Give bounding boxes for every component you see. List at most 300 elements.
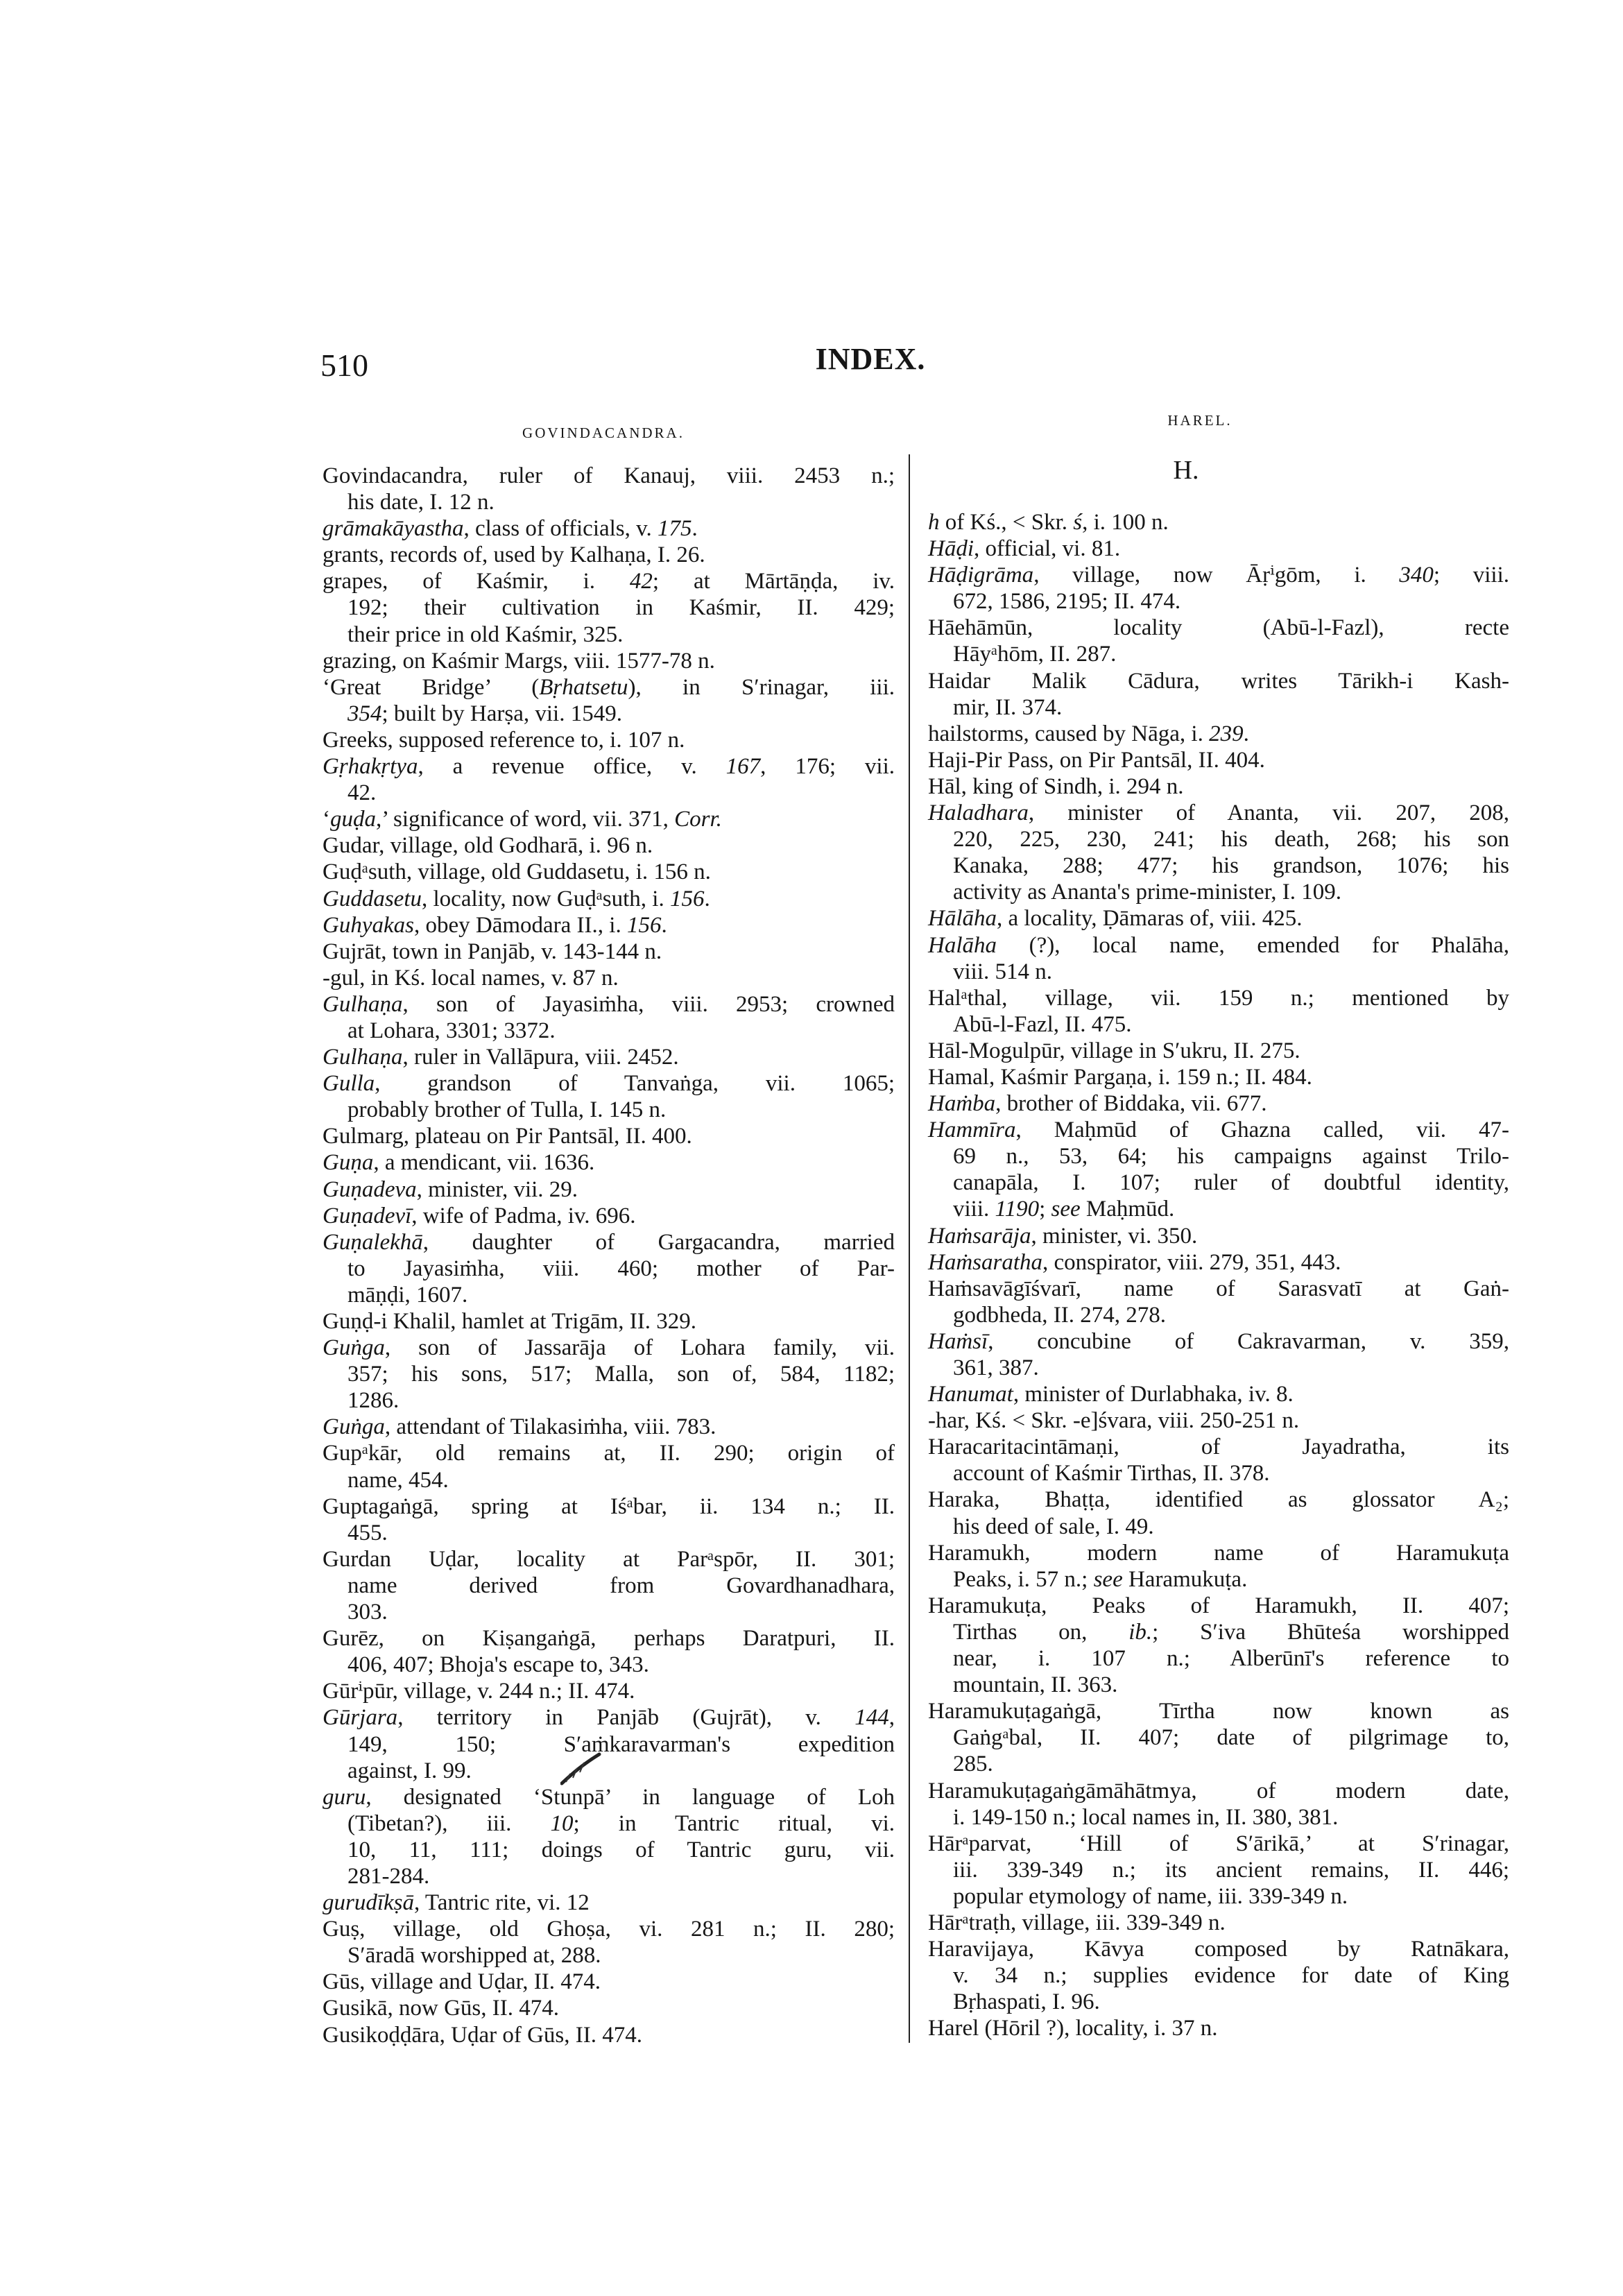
index-entry [928, 562, 1509, 615]
index-entry [323, 1070, 895, 1123]
index-line [928, 773, 1509, 800]
index-line [928, 536, 1509, 562]
text: , wife of Padma, iv. 696. [411, 1203, 636, 1228]
text: , Maḥmūd of Ghazna called, vii. 47- [1015, 1117, 1509, 1143]
text: to Jayasiṁha, viii. 460; mother of Par- [347, 1256, 895, 1281]
italic-text: gurudīkṣā [323, 1890, 414, 1916]
index-entry [323, 2022, 895, 2048]
index-line [928, 1857, 1509, 1883]
index-line [928, 668, 1509, 694]
index-line [928, 1434, 1509, 1460]
text: viii. [953, 1197, 995, 1222]
index-entry [928, 536, 1509, 562]
index-line [323, 1890, 895, 1916]
index-line [928, 1514, 1509, 1540]
index-line [928, 800, 1509, 826]
index-entry [323, 568, 895, 647]
index-entry [323, 515, 895, 542]
index-entry [323, 1176, 895, 1203]
index-entry [928, 509, 1509, 536]
text: Tirthas on, [953, 1619, 1129, 1645]
text: 361, 387. [953, 1355, 1039, 1380]
index-line [323, 1149, 895, 1176]
running-head-right: HAREL. [1167, 412, 1233, 429]
index-line [323, 594, 895, 621]
text: his deed of sale, I. 49. [953, 1514, 1154, 1539]
text: Hārᵃparvat, ‘Hill of S′ārikā,’ at S′rinagar, [928, 1831, 1509, 1856]
index-entry [323, 1493, 895, 1546]
text: name, 454. [347, 1467, 449, 1493]
index-entry [323, 886, 895, 912]
index-line [323, 806, 895, 832]
index-line [323, 1731, 895, 1758]
index-entry [928, 1487, 1509, 1539]
index-entry [323, 648, 895, 674]
text: , son of Jayasiṁha, viii. 2953; crowned [402, 991, 895, 1017]
text: 285. [953, 1751, 993, 1777]
text: Gaṅgᵃbal, II. 407; date of pilgrimage to, [953, 1725, 1509, 1751]
text: Bṛhaspati, I. 96. [953, 1989, 1100, 2015]
italic-text: 156 [626, 912, 662, 938]
text: Guṇḍ-i Khalil, hamlet at Trigām, II. 329. [323, 1309, 696, 1334]
text: i. 149-150 n.; local names in, II. 380, 381. [953, 1804, 1339, 1830]
index-entry [323, 1625, 895, 1678]
italic-text: Haladhara [928, 800, 1029, 826]
index-entry [323, 991, 895, 1044]
index-line [928, 1883, 1509, 1910]
index-entry [323, 727, 895, 753]
index-column-left [323, 463, 895, 2048]
index-entry [323, 1916, 895, 1969]
index-line [323, 648, 895, 674]
index-line [928, 615, 1509, 641]
index-line [928, 1619, 1509, 1645]
text: Gusikā, now Gūs, II. 474. [323, 1996, 559, 2021]
italic-text: 42 [629, 569, 653, 594]
index-entry [928, 773, 1509, 800]
text: popular etymology of name, iii. 339-349 n. [953, 1883, 1348, 1909]
text: mir, II. 374. [953, 694, 1063, 720]
index-line [928, 959, 1509, 985]
index-line [323, 1784, 895, 1810]
text: , [888, 1705, 895, 1731]
index-line [928, 1751, 1509, 1777]
index-line [928, 1249, 1509, 1276]
index-line [928, 694, 1509, 721]
index-line [928, 1302, 1509, 1328]
index-line [323, 1335, 895, 1361]
index-entry [928, 1038, 1509, 1064]
index-entry [928, 1328, 1509, 1381]
index-line [928, 641, 1509, 667]
italic-text: see [1093, 1566, 1123, 1592]
index-line [323, 965, 895, 991]
index-entry [928, 800, 1509, 905]
text: , daughter of Gargacandra, married [422, 1229, 895, 1255]
text: ; [1039, 1197, 1051, 1222]
index-line [323, 780, 895, 806]
index-entry [928, 1249, 1509, 1276]
italic-text: Gulla [323, 1071, 375, 1097]
index-entry [928, 1407, 1509, 1434]
text: Hāehāmūn, locality (Abū-l-Fazl), recte [928, 615, 1509, 641]
text: ‘Great Bridge’ ( [323, 674, 540, 700]
text: 455. [347, 1520, 388, 1545]
text: his date, I. 12 n. [347, 490, 495, 515]
index-line [928, 826, 1509, 853]
index-line [323, 542, 895, 568]
italic-text: 144 [855, 1705, 889, 1731]
italic-text: 340 [1399, 563, 1434, 588]
index-entry [928, 985, 1509, 1038]
italic-text: 175 [658, 516, 692, 542]
text: Haraka, Bhaṭṭa, identified as glossator A₂; [928, 1487, 1509, 1513]
index-line [323, 1520, 895, 1546]
text: Gurēz, on Kiṣangaṅgā, perhaps Daratpuri, II. [323, 1626, 895, 1652]
index-line [928, 1011, 1509, 1038]
index-entry [928, 1381, 1509, 1407]
italic-text: Gulhaṇa [323, 991, 403, 1017]
index-line [928, 1143, 1509, 1170]
text: of Kś., < Skr. [939, 510, 1074, 535]
text: , minister of Ananta, vii. 207, 208, [1028, 800, 1509, 826]
italic-text: 1190 [995, 1197, 1040, 1222]
index-line [928, 562, 1509, 588]
index-line [928, 1117, 1509, 1143]
column-divider [909, 454, 910, 2043]
index-line [928, 1407, 1509, 1434]
index-line [323, 939, 895, 965]
index-line [323, 1176, 895, 1203]
index-line [928, 1090, 1509, 1117]
index-line [928, 985, 1509, 1011]
text: , brother of Biddaka, vii. 677. [995, 1091, 1267, 1117]
text: Hāl, king of Sindh, i. 294 n. [928, 773, 1184, 799]
italic-text: Hāḍi [928, 536, 974, 562]
italic-text: Haṁba [928, 1091, 996, 1117]
text: probably brother of Tulla, I. 145 n. [347, 1097, 667, 1123]
italic-text: Gulhaṇa [323, 1045, 403, 1070]
italic-text: 10 [550, 1810, 574, 1836]
text: Gujrāt, town in Panjāb, v. 143-144 n. [323, 939, 662, 964]
text: , minister of Durlabhaka, iv. 8. [1013, 1382, 1294, 1407]
index-entry [323, 1123, 895, 1149]
index-line [323, 1123, 895, 1149]
index-entry [928, 1434, 1509, 1487]
index-line [323, 1070, 895, 1097]
index-entry [928, 1698, 1509, 1777]
index-line [323, 1256, 895, 1282]
index-entry [928, 668, 1509, 721]
text: 149, 150; S′aṁkaravarman's expedition [347, 1731, 895, 1757]
italic-text: Guṇa [323, 1150, 374, 1176]
index-line [928, 721, 1509, 747]
text: Haṁsavāgīśvarī, name of Sarasvatī at Gaṅ- [928, 1276, 1509, 1301]
index-line [928, 1196, 1509, 1222]
index-line [323, 674, 895, 701]
text: ; at Mārtāṇḍa, iv. [652, 569, 895, 594]
text: Kanaka, 288; 477; his grandson, 1076; his [953, 853, 1509, 879]
text: Haramukh, modern name of Haramukuṭa [928, 1540, 1509, 1566]
italic-text: Guddasetu [323, 886, 422, 911]
text: hailstorms, caused by Nāga, i. [928, 721, 1210, 746]
text: canapāla, I. 107; ruler of doubtful identity, [953, 1170, 1509, 1196]
text: , minister, vi. 350. [1031, 1223, 1198, 1249]
text: grants, records of, used by Kalhaṇa, I. 26. [323, 542, 705, 568]
page-number: 510 [320, 348, 368, 383]
index-line [928, 1698, 1509, 1724]
text: against, I. 99. [347, 1758, 472, 1783]
text: , concubine of Cakravarman, v. 359, [988, 1328, 1509, 1354]
index-line [323, 1969, 895, 1995]
italic-text: ś [1073, 510, 1083, 535]
index-line [928, 1936, 1509, 1962]
text: , ruler in Vallāpura, viii. 2452. [402, 1045, 679, 1070]
index-line [323, 1916, 895, 1942]
index-line [323, 1414, 895, 1440]
text: Haravijaya, Kāvya composed by Ratnākara, [928, 1937, 1509, 1962]
text: , i. 100 n. [1082, 510, 1169, 535]
index-entry [323, 463, 895, 515]
index-entry [323, 1784, 895, 1890]
index-line [323, 1203, 895, 1229]
index-entry [323, 674, 895, 727]
index-line [323, 1625, 895, 1652]
index-line [323, 859, 895, 885]
text: Halᵃthal, village, vii. 159 n.; mentioned by [928, 985, 1509, 1011]
index-line [928, 1381, 1509, 1407]
text: Guptagaṅgā, spring at Iśᵃbar, ii. 134 n.; II. [323, 1493, 895, 1519]
index-line [323, 1229, 895, 1256]
text: , grandson of Tanvaṅga, vii. 1065; [375, 1071, 895, 1097]
italic-text: 156 [669, 886, 705, 911]
text: viii. 514 n. [953, 959, 1053, 984]
index-line [928, 1487, 1509, 1513]
italic-text: Hanumat [928, 1382, 1013, 1407]
index-entry [928, 932, 1509, 985]
index-line [928, 879, 1509, 905]
index-line [323, 1863, 895, 1890]
index-entry [928, 1831, 1509, 1910]
text: , territory in Panjāb (Gujrāt), v. [397, 1705, 855, 1731]
text: iii. 339-349 n.; its ancient remains, II. 446; [953, 1857, 1509, 1883]
index-line [928, 747, 1509, 773]
text: 357; his sons, 517; Malla, son of, 584, 1182; [347, 1362, 895, 1387]
index-line [323, 1837, 895, 1863]
text: , minister, vii. 29. [416, 1176, 578, 1202]
italic-text: Guṇadevī [323, 1203, 412, 1228]
text: v. 34 n.; supplies evidence for date of King [953, 1963, 1509, 1989]
text: ‘ [323, 807, 330, 832]
italic-text: Haṁsarāja [928, 1223, 1031, 1249]
index-line [928, 932, 1509, 959]
index-entry [323, 1704, 895, 1783]
italic-text: guru [323, 1784, 366, 1810]
index-line [323, 463, 895, 489]
italic-text: Haṁsī [928, 1328, 988, 1354]
text: Gusikoḍḍāra, Uḍar of Gūs, II. 474. [323, 2022, 642, 2048]
index-line [928, 1989, 1509, 2015]
index-line [928, 1064, 1509, 1090]
index-entry [928, 905, 1509, 932]
index-entry [323, 832, 895, 859]
text: -har, Kś. < Skr. -e]śvara, viii. 250-251 n. [928, 1408, 1300, 1434]
index-entry [323, 1890, 895, 1916]
index-line [323, 1995, 895, 2021]
index-line [323, 1704, 895, 1731]
index-line [323, 912, 895, 939]
index-line [928, 853, 1509, 879]
text: mountain, II. 363. [953, 1672, 1118, 1698]
index-entry [323, 1969, 895, 1995]
index-entry [928, 1936, 1509, 2015]
index-line [928, 1460, 1509, 1487]
index-entry [928, 1778, 1509, 1831]
index-line [323, 1546, 895, 1573]
index-line [323, 515, 895, 542]
text: . [1243, 721, 1249, 746]
text: (?), local name, emended for Phalāha, [997, 932, 1509, 958]
index-entry [928, 1223, 1509, 1249]
text: grazing, on Kaśmir Margs, viii. 1577-78 n. [323, 648, 715, 674]
index-entry [928, 1593, 1509, 1698]
italic-text: 354 [347, 701, 382, 726]
index-line [928, 1566, 1509, 1593]
index-line [928, 1038, 1509, 1064]
text: Govindacandra, ruler of Kanauj, viii. 2453 n.; [323, 463, 895, 488]
text: , obey Dāmodara II., i. [413, 912, 627, 938]
text: activity as Ananta's prime-minister, I. 109. [953, 880, 1342, 905]
index-line [323, 1810, 895, 1837]
italic-text: Bṛhatsetu [539, 674, 628, 700]
index-entry [928, 721, 1509, 747]
index-line [928, 1593, 1509, 1619]
text: Gudar, village, old Godharā, i. 96 n. [323, 833, 653, 859]
index-entry [928, 1117, 1509, 1222]
page-title: INDEX. [815, 342, 926, 376]
italic-text: see [1051, 1197, 1081, 1222]
text: 220, 225, 230, 241; his death, 268; his son [953, 827, 1509, 853]
index-line [323, 1282, 895, 1308]
italic-text: Corr. [674, 807, 722, 832]
index-line [323, 1652, 895, 1678]
index-line [928, 1355, 1509, 1381]
text: , class of officials, v. [463, 516, 658, 542]
text: Abū-l-Fazl, II. 475. [953, 1011, 1132, 1037]
index-line [323, 1044, 895, 1070]
running-head-left: GOVINDACANDRA. [522, 425, 685, 441]
italic-text: Halāha [928, 932, 997, 958]
italic-text: Guṅga [323, 1335, 385, 1361]
text: ; in Tantric ritual, vi. [573, 1810, 895, 1836]
section-letter-heading: H. [1173, 456, 1199, 485]
index-entry [323, 1229, 895, 1308]
index-line [323, 1573, 895, 1599]
text: Guṣ, village, old Ghoṣa, vi. 281 n.; II. 280; [323, 1917, 895, 1942]
index-line [928, 509, 1509, 536]
index-entry [323, 1995, 895, 2021]
index-entry [323, 1678, 895, 1704]
index-entry [928, 747, 1509, 773]
text: , a mendicant, vii. 1636. [373, 1150, 595, 1176]
index-line [928, 2015, 1509, 2041]
text: , attendant of Tilakasiṁha, viii. 783. [384, 1414, 716, 1440]
text: grapes, of Kaśmir, i. [323, 569, 630, 594]
text: Hāl-Mogulpūr, village in S′ukru, II. 275. [928, 1038, 1300, 1063]
index-line [323, 568, 895, 594]
text: near, i. 107 n.; Alberūnī's reference to [953, 1646, 1509, 1672]
text: Guḍᵃsuth, village, old Guddasetu, i. 156 n. [323, 859, 711, 885]
text: Maḥmūd. [1080, 1197, 1175, 1222]
index-entry [323, 1414, 895, 1440]
index-entry [323, 1149, 895, 1176]
text: Haracaritacintāmaṇi, of Jayadratha, its [928, 1434, 1509, 1460]
text: , locality, now Guḍᵃsuth, i. [422, 886, 670, 911]
text: , a revenue office, v. [418, 754, 726, 780]
text: account of Kaśmir Tirthas, II. 378. [953, 1461, 1270, 1487]
index-line [928, 1645, 1509, 1672]
text: , son of Jassarāja of Lohara family, vii. [384, 1335, 895, 1361]
text: māṇḍi, 1607. [347, 1282, 468, 1308]
index-column-right [928, 509, 1509, 2041]
text: ), in S′rinagar, iii. [628, 674, 895, 700]
index-line [323, 489, 895, 515]
index-line [928, 1672, 1509, 1698]
index-line [323, 1758, 895, 1784]
text: -gul, in Kś. local names, v. 87 n. [323, 965, 619, 991]
text: , a locality, Ḍāmaras of, viii. 425. [997, 906, 1303, 932]
text: Gūrⁱpūr, village, v. 244 n.; II. 474. [323, 1679, 635, 1704]
italic-text: guḍa [330, 807, 376, 832]
italic-text: Guhyakas [323, 912, 414, 938]
index-line [323, 1599, 895, 1625]
index-entry [928, 1540, 1509, 1593]
text: ; viii. [1433, 563, 1509, 588]
index-line [928, 1910, 1509, 1936]
index-entry [323, 859, 895, 885]
text: . [704, 886, 710, 911]
text: 1286. [347, 1388, 400, 1414]
text: S′āradā worshipped at, 288. [347, 1943, 601, 1969]
index-line [323, 886, 895, 912]
text: 192; their cultivation in Kaśmir, II. 429; [347, 595, 895, 621]
text: 406, 407; Bhoja's escape to, 343. [347, 1652, 649, 1678]
index-line [928, 1804, 1509, 1831]
text: godbheda, II. 274, 278. [953, 1302, 1167, 1328]
text: , Tantric rite, vi. 12 [414, 1890, 590, 1916]
italic-text: 239 [1209, 721, 1244, 746]
text: ; built by Harṣa, vii. 1549. [381, 701, 622, 726]
index-entry [323, 965, 895, 991]
text: Gurdan Uḍar, locality at Parᵃspōr, II. 301; [323, 1546, 895, 1572]
italic-text: Hāḍigrāma [928, 563, 1034, 588]
text: 42. [347, 780, 377, 806]
italic-text: Guṅga [323, 1414, 385, 1440]
italic-text: 167 [725, 754, 761, 780]
text: , conspirator, viii. 279, 351, 443. [1042, 1249, 1341, 1275]
index-entry [928, 1090, 1509, 1117]
index-entry [323, 542, 895, 568]
index-line [928, 1276, 1509, 1302]
text: , official, vi. 81. [974, 536, 1121, 562]
text: Hārᵃtraṭh, village, iii. 339-349 n. [928, 1910, 1226, 1935]
italic-text: ib. [1128, 1619, 1153, 1645]
text: Haji-Pir Pass, on Pir Pantsāl, II. 404. [928, 747, 1265, 773]
text: Gūs, village and Uḍar, II. 474. [323, 1969, 601, 1995]
index-entry [928, 1910, 1509, 1936]
text: Harel (Hōril ?), locality, i. 37 n. [928, 2016, 1218, 2041]
text: Gulmarg, plateau on Pir Pantsāl, II. 400. [323, 1124, 692, 1149]
